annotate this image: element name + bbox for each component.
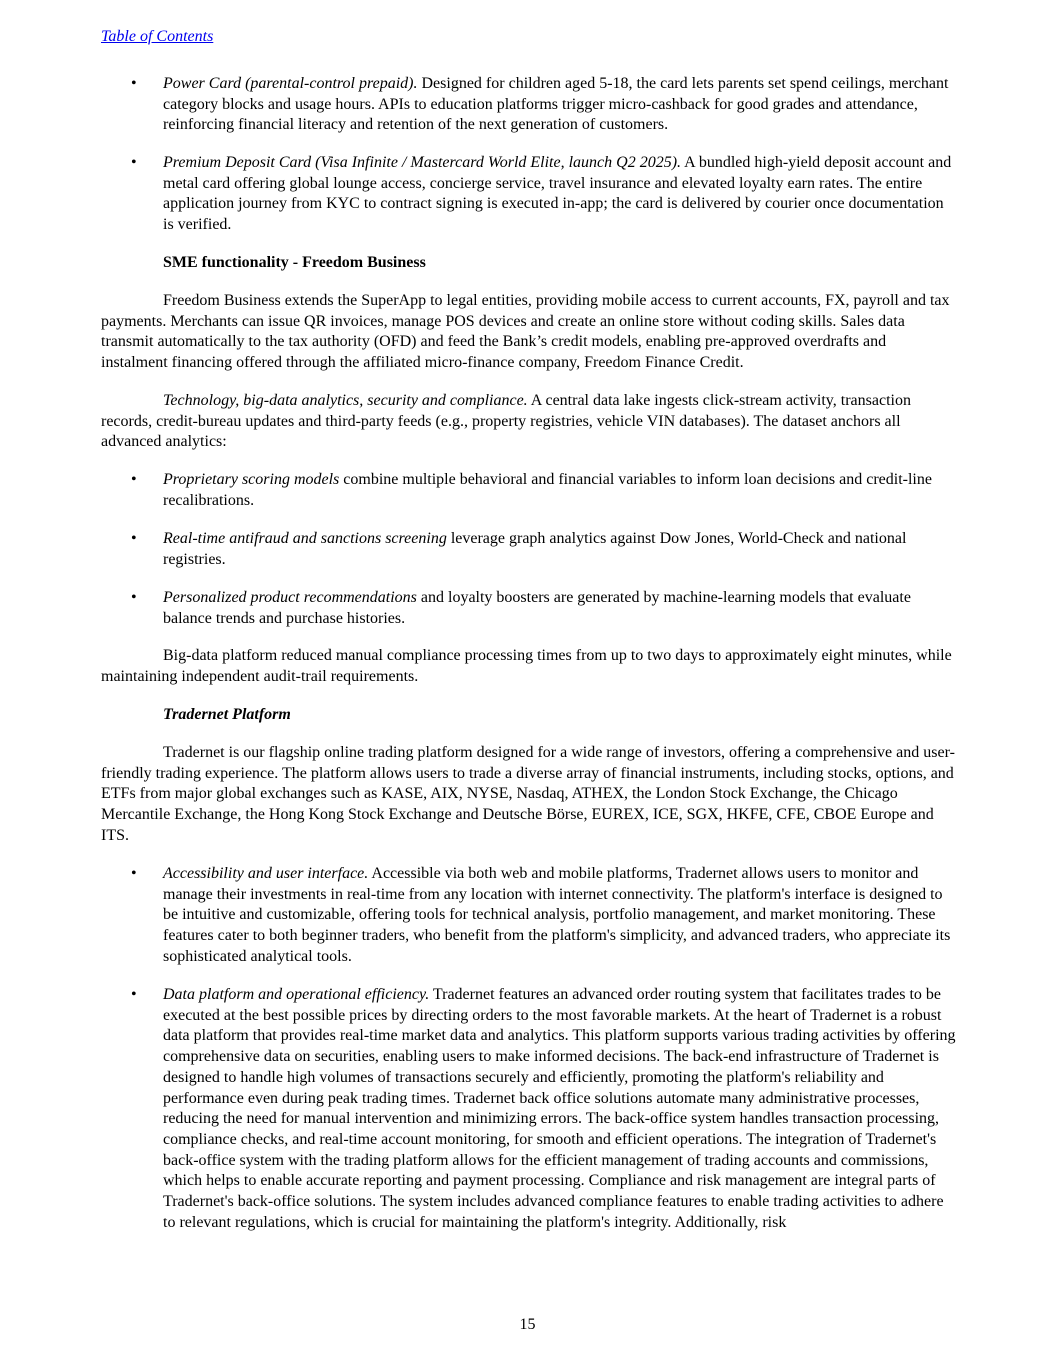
list-item-antifraud [101,529,956,570]
bullet-icon: • [131,986,137,1003]
paragraph-technology [101,391,956,453]
item-title: Real-time antifraud and sanctions screening [163,530,447,547]
list-item-scoring-models [101,470,956,511]
bullet-icon: • [131,589,137,606]
bullet-icon: • [131,471,137,488]
item-body: and loyalty boosters are generated by machine-learning models that evaluate balance trends and purchase histories. [163,589,911,627]
item-body: A bundled high-yield deposit account and metal card offering global lounge access, concierge service, travel insurance and elevated loyalty earn rates. The entire application journey from KYC to contract signing is executed in-app; the card is delivered by courier once documentation is verified. [163,154,952,234]
item-body: Tradernet features an advanced order routing system that facilitates trades to be executed at the best possible prices by directing orders to the most favorable markets. At the heart of Tradernet is a robust data platform that provides real-time market data and analytics. This platform supports various trading activities by offering comprehensive data on securities, enabling users to make informed decisions. The back-end infrastructure of Tradernet is designed to handle high volumes of transactions securely and efficiently, promoting the platform's reliability and performance even during peak trading times. Tradernet back office solutions automate many administrative processes, reducing the need for manual intervention and minimizing errors. The back-office system handles transaction processing, compliance checks, and real-time account monitoring, for smooth and efficient operations. The integration of Tradernet's back-office system with the trading platform allows for the efficient management of trading accounts and commissions, which helps to enable accurate reporting and payment processing. Compliance and risk management are integral parts of Tradernet's back-office solutions. The system includes advanced compliance features to enable trading activities to adhere to relevant regulations, which is crucial for maintaining the platform's integrity. Additionally, risk [163,986,956,1231]
item-title: Power Card (parental-control prepaid). [163,75,418,92]
item-body: Accessible via both web and mobile platforms, Tradernet allows users to monitor and manage their investments in real-time from any location with internet connectivity. The platform's interface is designed to be intuitive and customizable, offering tools for technical analysis, portfolio management, and market monitoring. These features cater to both beginner traders, who benefit from the platform's simplicity, and advanced traders, who appreciate its sophisticated analytical tools. [163,865,951,965]
paragraph-body: A central data lake ingests click-stream activity, transaction records, credit-bureau updates and third-party feeds (e.g., property registries, vehicle VIN databases). The dataset anchors all advanced analytics: [101,392,911,451]
item-title: Accessibility and user interface. [163,865,369,882]
item-title: Premium Deposit Card (Visa Infinite / Mastercard World Elite, launch Q2 2025). [163,154,682,171]
paragraph-big-data: Big-data platform reduced manual compliance processing times from up to two days to approximately eight minutes, while maintaining independent audit-trail requirements. [101,647,952,685]
list-item-accessibility [101,864,956,968]
item-title: Proprietary scoring models [163,471,340,488]
bullet-icon: • [131,865,137,882]
item-body: leverage graph analytics against Dow Jones, World-Check and national registries. [163,530,907,568]
item-body: Designed for children aged 5-18, the card lets parents set spend ceilings, merchant category blocks and usage hours. APIs to education platforms trigger micro-cashback for good grades and attendance, reinforcing financial literacy and retention of the next generation of customers. [163,75,949,134]
section-heading-sme: SME functionality - Freedom Business [163,254,426,271]
paragraph-tradernet-intro: Tradernet is our flagship online trading platform designed for a wide range of investors, offering a comprehensive and user-friendly trading experience. The platform allows users to trade a diverse array of financial instruments, including stocks, options, and ETFs from major global exchanges such as KASE, AIX, NYSE, Nasdaq, ATHEX, the London Stock Exchange, the Chicago Mercantile Exchange, the Hong Kong Stock Exchange and Deutsche Börse, EUREX, ICE, SGX, HKFE, CFE, CBOE Europe and ITS. [101,744,955,844]
item-title: Personalized product recommendations [163,589,417,606]
bullet-icon: • [131,75,137,92]
bullet-icon: • [131,530,137,547]
item-title: Data platform and operational efficiency. [163,986,430,1003]
list-item-recommendations [101,588,956,629]
section-heading-tradernet: Tradernet Platform [163,706,291,723]
page-number: 15 [519,1316,536,1333]
list-item-power-card [101,74,956,136]
bullet-icon: • [131,154,137,171]
paragraph-freedom-business: Freedom Business extends the SuperApp to legal entities, providing mobile access to current accounts, FX, payroll and tax payments. Merchants can issue QR invoices, manage POS devices and create an online store without coding skills. Sales data transmit automatically to the tax authority (OFD) and feed the Bank’s credit models, enabling pre-approved overdrafts and instalment financing offered through the affiliated micro-finance company, Freedom Finance Credit. [101,292,950,372]
item-body: combine multiple behavioral and financial variables to inform loan decisions and credit-line recalibrations. [163,471,932,509]
list-item-premium-deposit-card [101,153,956,236]
table-of-contents-link[interactable]: Table of Contents [101,28,214,45]
list-item-data-platform [101,985,956,1233]
paragraph-lead: Technology, big-data analytics, security and compliance. [163,392,528,409]
